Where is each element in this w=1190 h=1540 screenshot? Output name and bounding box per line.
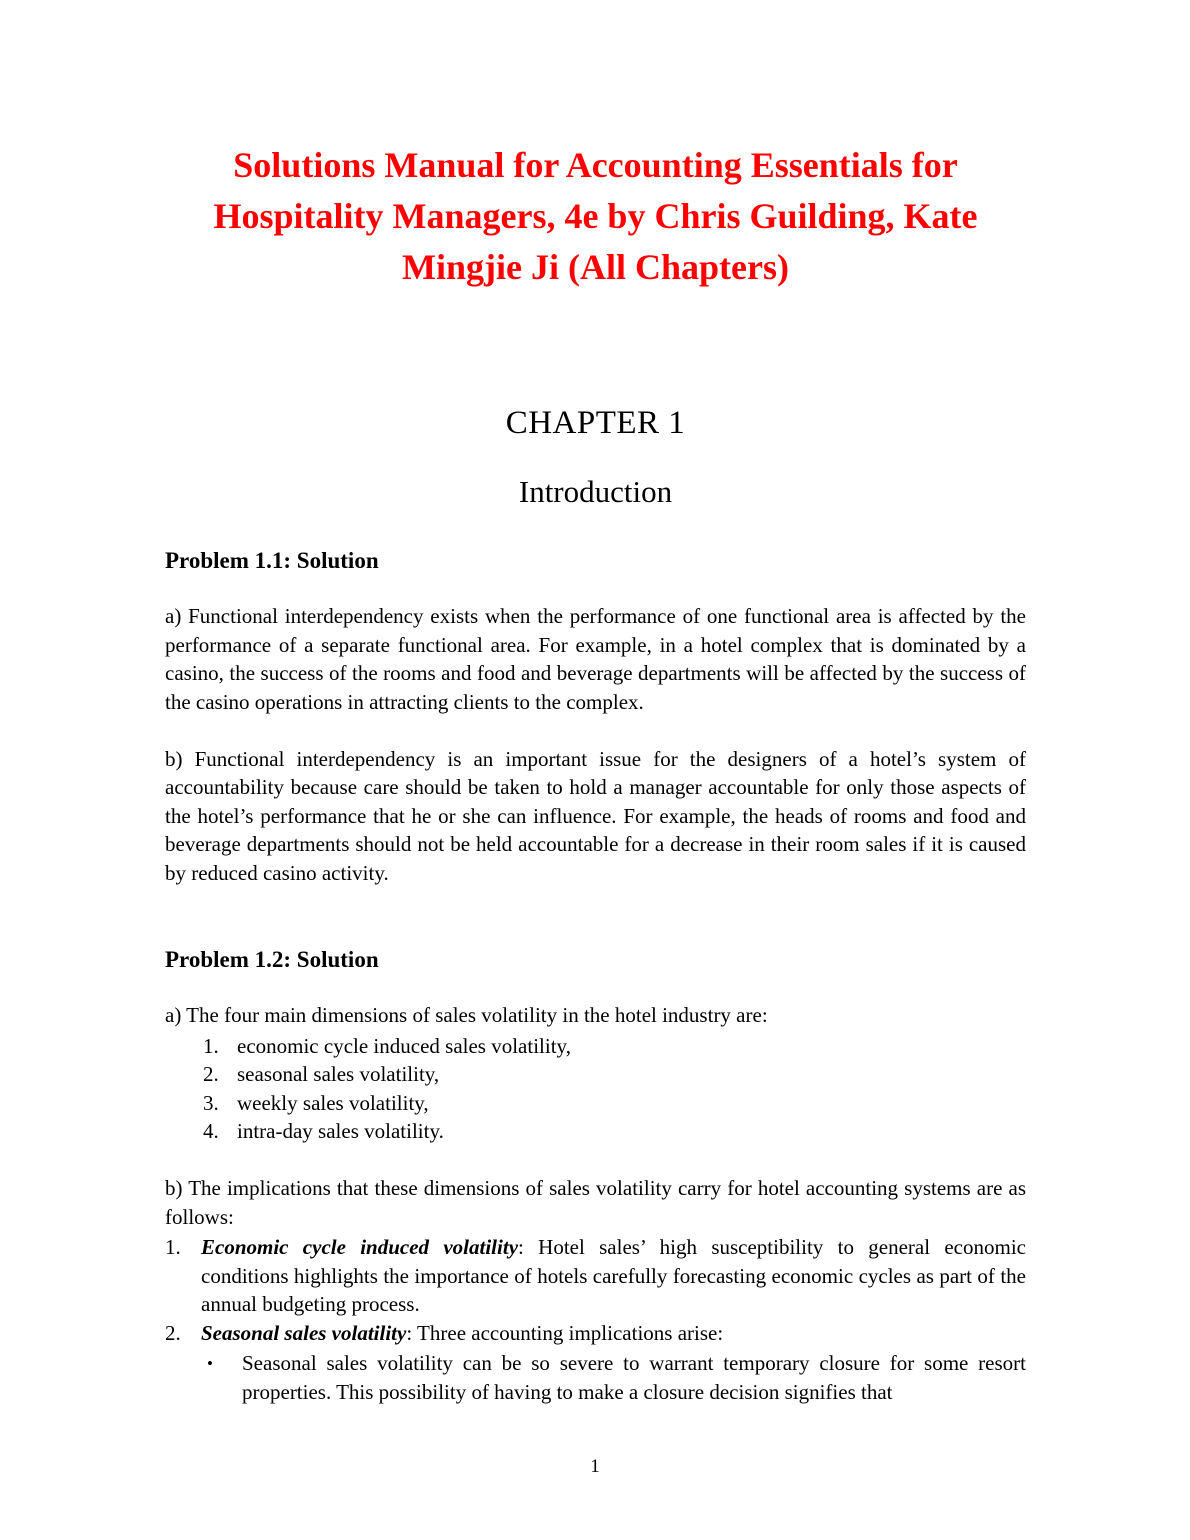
seasonal-bullet-list <box>205 1349 1026 1406</box>
problem-1-2-intro-a: a) The four main dimensions of sales volatility in the hotel industry are: <box>165 1003 768 1028</box>
list-item: intra-day sales volatility. <box>237 1119 444 1144</box>
list-item <box>165 1319 1026 1407</box>
implication-text: : Hotel sales’ high susceptibility to general economic conditions highlights the importance of hotels carefully forecasting economic cycles as part of the annual budgeting process. <box>201 1235 1026 1317</box>
page-number: 1 <box>590 1456 600 1477</box>
problem-1-2-heading: Problem 1.2: Solution <box>165 947 379 973</box>
chapter-heading: CHAPTER 1 <box>505 405 686 442</box>
sales-volatility-list <box>203 1032 1026 1146</box>
problem-1-1-paragraph-b: b) Functional interdependency is an important issue for the designers of a hotel’s system of accountability because care should be taken to hold a manager accountable for only those aspects of the hotel’s performance that he or she can influence. For example, the heads of rooms and food and beverage departments should not be held accountable for a decrease in their room sales if it is caused by reduced casino activity. <box>165 746 1026 885</box>
problem-1-1-paragraph-a: a) Functional interdependency exists when the performance of one functional area is affected by the performance of a separate functional area. For example, in a hotel complex that is dominated by a casino, the success of the rooms and food and beverage departments will be affected by the success of the casino operations in attracting clients to the complex. <box>165 604 1026 714</box>
list-item: weekly sales volatility, <box>237 1090 429 1115</box>
implication-text: : Three accounting implications arise: <box>406 1320 724 1345</box>
implications-list <box>165 1233 1026 1406</box>
implication-term: Economic cycle induced volatility <box>201 1235 519 1260</box>
list-item: • Seasonal sales volatility can be so severe to warrant temporary closure for some resort properties. This possibility of having to make a closure decision signifies that <box>205 1349 1026 1406</box>
list-item: seasonal sales volatility, <box>237 1062 440 1087</box>
list-item <box>165 1233 1026 1319</box>
implication-term: Seasonal sales volatility <box>201 1320 407 1345</box>
problem-1-1-heading: Problem 1.1: Solution <box>165 548 379 574</box>
chapter-subtitle: Introduction <box>518 474 673 510</box>
problem-1-2-intro-b: b) The implications that these dimensions of sales volatility carry for hotel accounting systems are as follows: <box>165 1175 1026 1229</box>
document-title: Solutions Manual for Accounting Essentials for Hospitality Managers, 4e by Chris Guilding, Kate Mingjie Ji (All Chapters) <box>213 145 978 288</box>
list-item: economic cycle induced sales volatility, <box>237 1033 571 1058</box>
